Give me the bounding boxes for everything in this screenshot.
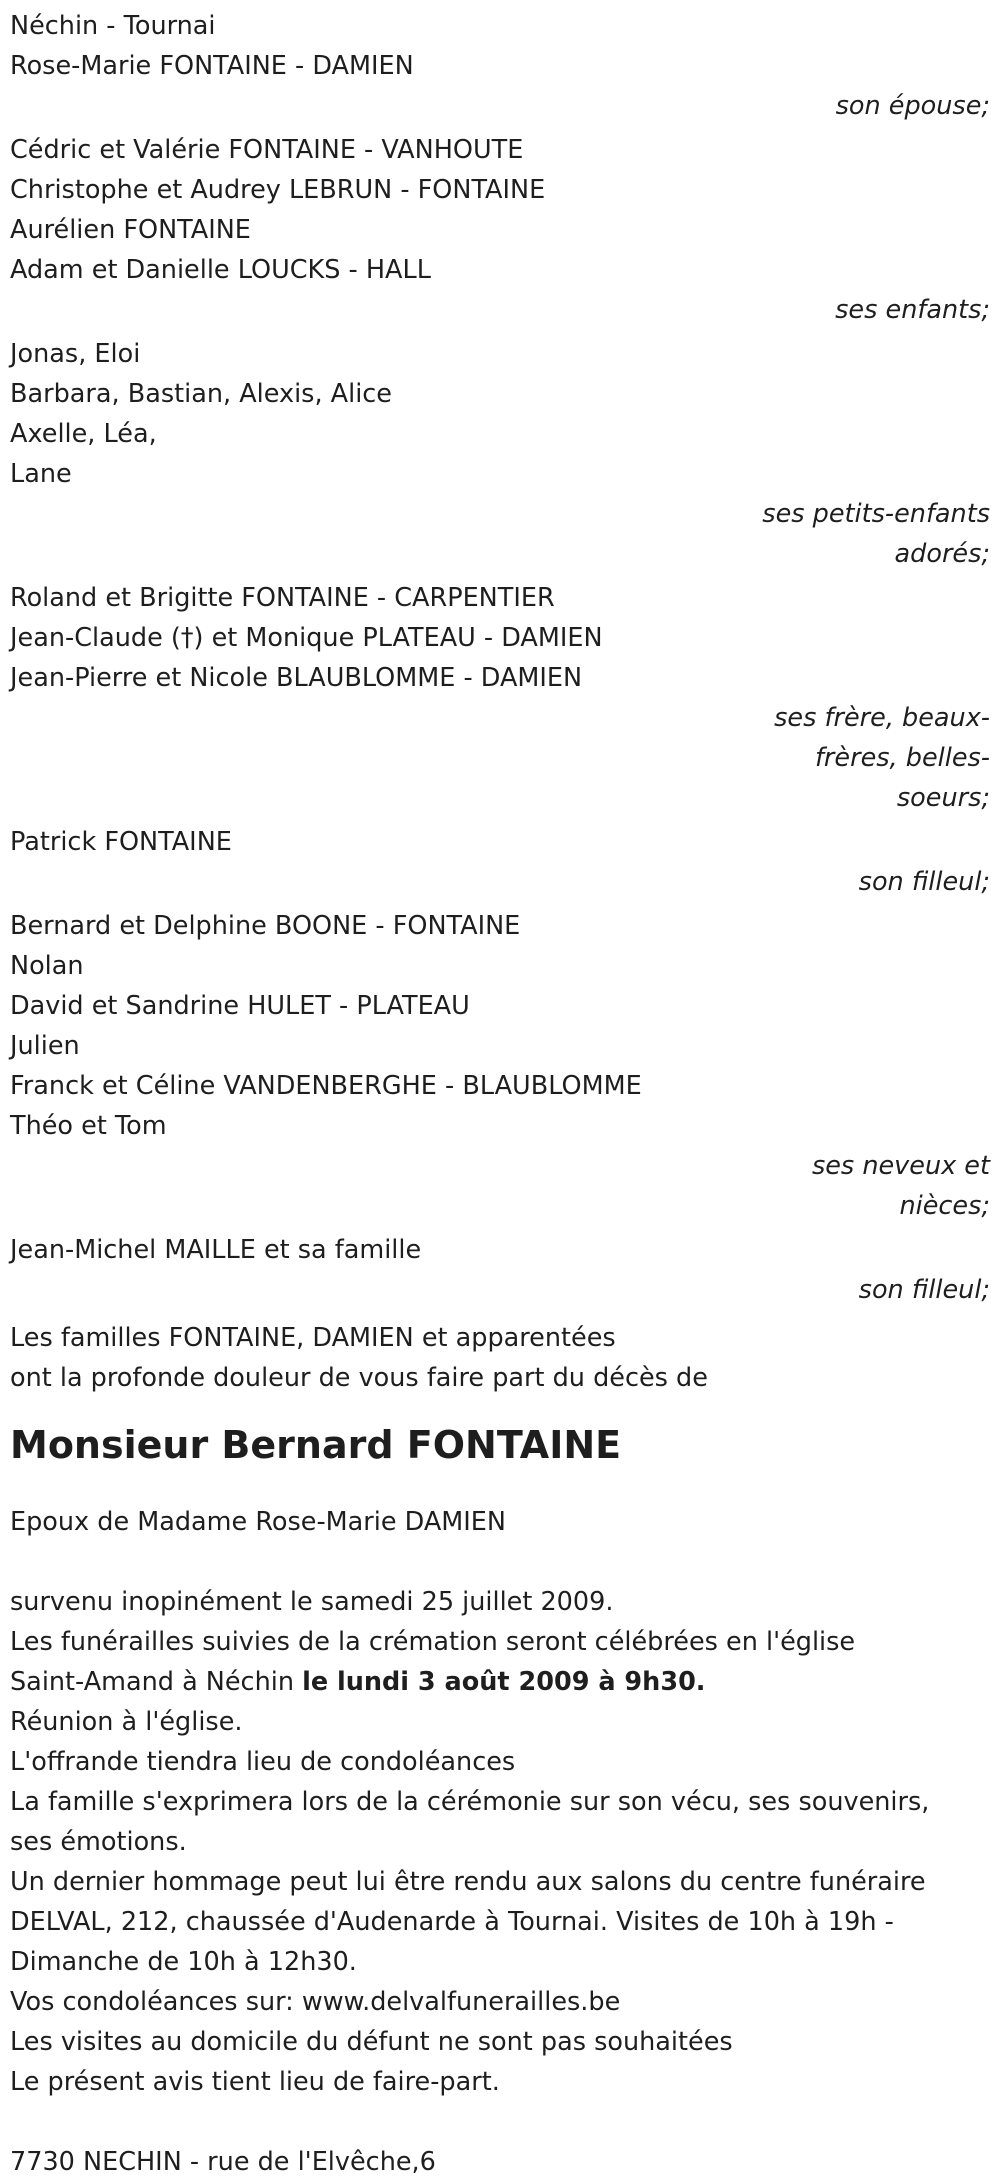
- family-member: Rose-Marie FONTAINE - DAMIEN: [10, 51, 414, 81]
- relation-label-line: soeurs;: [896, 783, 990, 813]
- deceased-name: Monsieur Bernard FONTAINE: [10, 1423, 622, 1467]
- announcement-line: survenu inopinément le samedi 25 juillet 2009.: [10, 1587, 614, 1617]
- families-intro-line: ont la profonde douleur de vous faire part du décès de: [10, 1363, 708, 1393]
- family-address: 7730 NECHIN - rue de l'Elvêche,6: [10, 2147, 436, 2177]
- relation-label: [10, 86, 990, 126]
- family-group: [10, 1230, 990, 1310]
- relation-label-line: ses neveux et: [811, 1151, 990, 1181]
- announcement-place: Saint-Amand à Néchin: [10, 1667, 303, 1697]
- family-member: Patrick FONTAINE: [10, 827, 232, 857]
- family-member: Bernard et Delphine BOONE - FONTAINE: [10, 911, 521, 941]
- location-header: Néchin - Tournai: [10, 11, 216, 41]
- family-member: David et Sandrine HULET - PLATEAU: [10, 991, 470, 1021]
- announcement-line: Le présent avis tient lieu de faire-part.: [10, 2067, 500, 2097]
- announcement-line: Les visites au domicile du défunt ne sont pas souhaitées: [10, 2027, 733, 2057]
- family-groups: [10, 46, 990, 1310]
- announcement-line: L'offrande tiendra lieu de condoléances: [10, 1747, 516, 1777]
- announcement-line: Un dernier hommage peut lui être rendu aux salons du centre funéraire: [10, 1867, 926, 1897]
- relation-label-line: frères, belles-: [814, 743, 990, 773]
- announcement-line: Vos condoléances sur: www.delvalfunerailles.be: [10, 1987, 621, 2017]
- relation-label-line: ses enfants;: [835, 295, 990, 325]
- family-member: Lane: [10, 459, 72, 489]
- family-group: [10, 334, 990, 574]
- family-member: Barbara, Bastian, Alexis, Alice: [10, 379, 392, 409]
- relation-label: [10, 862, 990, 902]
- announcement-line: Réunion à l'église.: [10, 1707, 243, 1737]
- family-member: Axelle, Léa,: [10, 419, 157, 449]
- relation-label-line: son filleul;: [858, 867, 990, 897]
- family-group: [10, 906, 990, 1226]
- funeral-announcement: [10, 1582, 990, 2102]
- family-member: Jean-Claude (†) et Monique PLATEAU - DAMIEN: [10, 623, 603, 653]
- announcement-details: [10, 1702, 990, 2102]
- relation-label-line: nièces;: [899, 1191, 990, 1221]
- family-group: [10, 578, 990, 818]
- obituary-notice: [10, 6, 990, 2182]
- announcement-line: [10, 1662, 990, 1702]
- family-member: Cédric et Valérie FONTAINE - VANHOUTE: [10, 135, 524, 165]
- family-member: Adam et Danielle LOUCKS - HALL: [10, 255, 431, 285]
- family-member: Théo et Tom: [10, 1111, 167, 1141]
- announcement-line: Dimanche de 10h à 12h30.: [10, 1947, 357, 1977]
- family-member: Aurélien FONTAINE: [10, 215, 251, 245]
- family-member: Christophe et Audrey LEBRUN - FONTAINE: [10, 175, 546, 205]
- announcement-line: ses émotions.: [10, 1827, 187, 1857]
- family-member: Jonas, Eloi: [10, 339, 141, 369]
- relation-label-line: son filleul;: [858, 1275, 990, 1305]
- family-member: Roland et Brigitte FONTAINE - CARPENTIER: [10, 583, 555, 613]
- relation-label: [10, 1270, 990, 1310]
- family-group: [10, 130, 990, 330]
- spouse-line: Epoux de Madame Rose-Marie DAMIEN: [10, 1507, 506, 1537]
- family-member: Franck et Céline VANDENBERGHE - BLAUBLOMME: [10, 1071, 642, 1101]
- relation-label-line: son épouse;: [835, 91, 990, 121]
- family-member: Jean-Michel MAILLE et sa famille: [10, 1235, 422, 1265]
- relation-label-line: adorés;: [894, 539, 990, 569]
- families-intro-line: Les familles FONTAINE, DAMIEN et apparentées: [10, 1323, 616, 1353]
- family-group: [10, 822, 990, 902]
- relation-label: [10, 1146, 990, 1226]
- announcement-line: Les funérailles suivies de la crémation seront célébrées en l'église: [10, 1627, 856, 1657]
- family-member: Julien: [10, 1031, 80, 1061]
- relation-label: [10, 494, 990, 574]
- family-member: Nolan: [10, 951, 84, 981]
- relation-label-line: ses petits-enfants: [762, 499, 990, 529]
- relation-label-line: ses frère, beaux-: [774, 703, 990, 733]
- ceremony-date: le lundi 3 août 2009 à 9h30.: [302, 1667, 706, 1697]
- family-member: Jean-Pierre et Nicole BLAUBLOMME - DAMIEN: [10, 663, 583, 693]
- family-group: [10, 46, 990, 126]
- relation-label: [10, 290, 990, 330]
- relation-label: [10, 698, 990, 818]
- announcement-line: DELVAL, 212, chaussée d'Audenarde à Tournai. Visites de 10h à 19h -: [10, 1907, 894, 1937]
- announcement-line: La famille s'exprimera lors de la cérémonie sur son vécu, ses souvenirs,: [10, 1787, 930, 1817]
- families-intro: [10, 1318, 990, 1398]
